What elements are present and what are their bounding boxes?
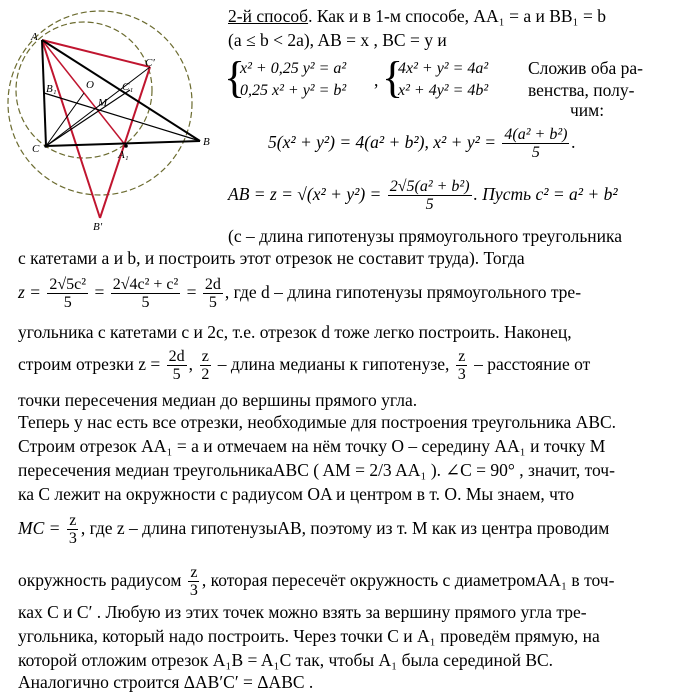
system1-brace: {	[224, 53, 246, 102]
system-separator: ,	[374, 70, 379, 90]
z-f3-num: 2d	[204, 276, 221, 294]
r-b: , которая пересечёт окружность с диаметромAA₁ в точ-	[201, 570, 615, 590]
z-prefix: z =	[18, 282, 41, 302]
ab-num: 2√5(a² + b²)	[389, 178, 470, 196]
seg-f2-num: z	[201, 348, 209, 366]
label-a1: A₁	[118, 149, 129, 161]
system1	[240, 58, 346, 102]
sum-text-2: венства, полу-	[528, 80, 635, 100]
sum-eq-den: 5	[531, 144, 540, 162]
line-analog: Аналогично строится ΔAB′C′ = ΔABC .	[18, 672, 314, 692]
line-catheti-c: угольника с катетами c и 2c, т.е. отрезок d тоже легко построить. Наконец,	[18, 322, 572, 342]
geometry-figure	[0, 0, 220, 240]
mc-den: 3	[68, 530, 77, 548]
seg-frac1	[167, 348, 187, 383]
z-f1-num: 2√5c²	[49, 276, 87, 294]
label-o: O	[86, 79, 94, 91]
ab-left: AB = z = √(x² + y²) =	[228, 184, 382, 204]
r-a: окружность радиусом	[18, 570, 182, 590]
seg-c: – расстояние от	[474, 354, 591, 374]
label-cprime: C′	[145, 57, 155, 69]
seg-frac2	[199, 348, 211, 383]
z-f3-den: 5	[208, 294, 217, 312]
seg-f3-den: 3	[457, 366, 466, 384]
system1-eq2: 0,25 x² + y² = b²	[240, 82, 347, 99]
z-suffix: , где d – длина гипотенузы прямоугольного тре-	[224, 282, 582, 302]
radius-line	[18, 560, 614, 600]
mc-num: z	[69, 512, 77, 530]
seg-f1-den: 5	[172, 366, 181, 384]
line-c-def: (c – длина гипотенузы прямоугольного треугольника	[228, 226, 623, 246]
red-line-a-cprime	[42, 40, 150, 67]
sum-text-3: чим:	[570, 100, 605, 120]
r-frac	[188, 564, 200, 599]
z-frac3	[203, 276, 223, 311]
seg-a: строим отрезки z =	[18, 354, 161, 374]
mc-frac	[67, 512, 79, 547]
black-line-a-b	[42, 40, 200, 141]
ab-right: . Пусть c² = a² + b²	[473, 184, 618, 204]
method-intro: . Как и в 1-м способе, AA₁ = a и BB₁ = b	[308, 6, 607, 26]
heading-line	[228, 6, 606, 26]
line-medians: пересечения медиан треугольникаABC ( AM = 2/3 AA₁ ). ∠C = 90° , значит, точ-	[18, 460, 615, 480]
seg-b: – длина медианы к гипотенузе,	[217, 354, 450, 374]
point-a1	[124, 144, 128, 148]
label-b: B	[203, 136, 210, 148]
line-build-aa1: Строим отрезок AA₁ = a и отмечаем на нём точку O – середину AA₁ и точку M	[18, 436, 606, 456]
ab-equation	[228, 176, 618, 213]
seg-f3-num: z	[458, 348, 466, 366]
z-f2-den: 5	[141, 294, 150, 312]
label-bprime: B′	[93, 221, 103, 233]
seg-f2-den: 2	[201, 366, 210, 384]
label-m: M	[98, 97, 108, 109]
z-equation: z = $\frac{\text{2√5c²}}{5}$ = $\frac{\text{2√4c² + c²}}{5}$ = $\frac{2d}{5}$ , где d – длина гипотенузы прямоугольного тре-	[18, 276, 582, 312]
system2-brace: {	[382, 53, 404, 102]
line-point-c: ка C лежит на окружности с радиусом OA и центром в т. O. Мы знаем, что	[18, 484, 575, 504]
method-title: 2-й способ	[228, 6, 309, 26]
sum-eq-frac	[502, 126, 569, 161]
sum-eq-num: 4(a² + b²)	[504, 126, 568, 144]
line-triangle: угольника, который надо построить. Через точки C и A₁ проведём прямую, на	[18, 626, 600, 646]
system2-eq2: x² + 4y² = 4b²	[398, 82, 489, 99]
point-c	[44, 144, 48, 148]
line-now-have: Теперь у нас есть все отрезки, необходимые для построения треугольника ABC.	[18, 412, 617, 432]
line-c-o	[46, 93, 84, 146]
label-b1: B₁	[46, 83, 57, 95]
label-c1: C₁	[122, 81, 134, 93]
seg-f1-num: 2d	[168, 348, 185, 366]
ab-den: 5	[425, 196, 434, 214]
segments-line: строим отрезки z = $\frac{2d}{5}$ , $\frac{z}{2}$ – длина медианы к гипотенузе, $\frac{z}{3}$ – расстояние от	[18, 348, 591, 384]
line-catheti: с катетами a и b, и построить этот отрезок не составит труда). Тогда	[18, 248, 525, 268]
mc-line	[18, 508, 609, 548]
z-f1-den: 5	[63, 294, 72, 312]
label-a: A	[31, 31, 38, 43]
z-frac2	[111, 276, 181, 311]
label-c: C	[32, 143, 40, 155]
line-points-c: ках C и C′ . Любую из этих точек можно взять за вершину прямого угла тре-	[18, 602, 587, 622]
r-num: z	[190, 564, 198, 582]
sum-equation: 5(x² + y²) = 4(a² + b²), x² + y² = $\frac{\text{4(a² + b²)}}{5}$ .	[268, 126, 576, 162]
mc-a: MC =	[18, 518, 61, 538]
system2	[398, 58, 488, 102]
line-median-point: точки пересечения медиан до вершины прямого угла.	[18, 390, 418, 410]
condition-line: (a ≤ b < 2a), AB = x , BC = y и	[228, 30, 447, 50]
sum-text-1: Сложив оба ра-	[528, 58, 643, 78]
sum-eq-left: 5(x² + y²) = 4(a² + b²), x² + y² =	[268, 132, 497, 152]
z-frac1	[47, 276, 88, 311]
r-den: 3	[189, 582, 198, 600]
z-f2-num: 2√4c² + c²	[112, 276, 179, 294]
mc-b: , где z – длина гипотенузыAB, поэтому из т. M как из центра проводим	[80, 518, 610, 538]
system1-eq1: x² + 0,25 y² = a²	[240, 60, 347, 77]
ab-frac	[388, 178, 472, 213]
line-segment-a1b: которой отложим отрезок A₁B = A₁C так, чтобы A₁ была серединой BC.	[18, 650, 554, 670]
seg-frac3	[456, 348, 468, 383]
system2-eq1: 4x² + y² = 4a²	[398, 60, 489, 77]
